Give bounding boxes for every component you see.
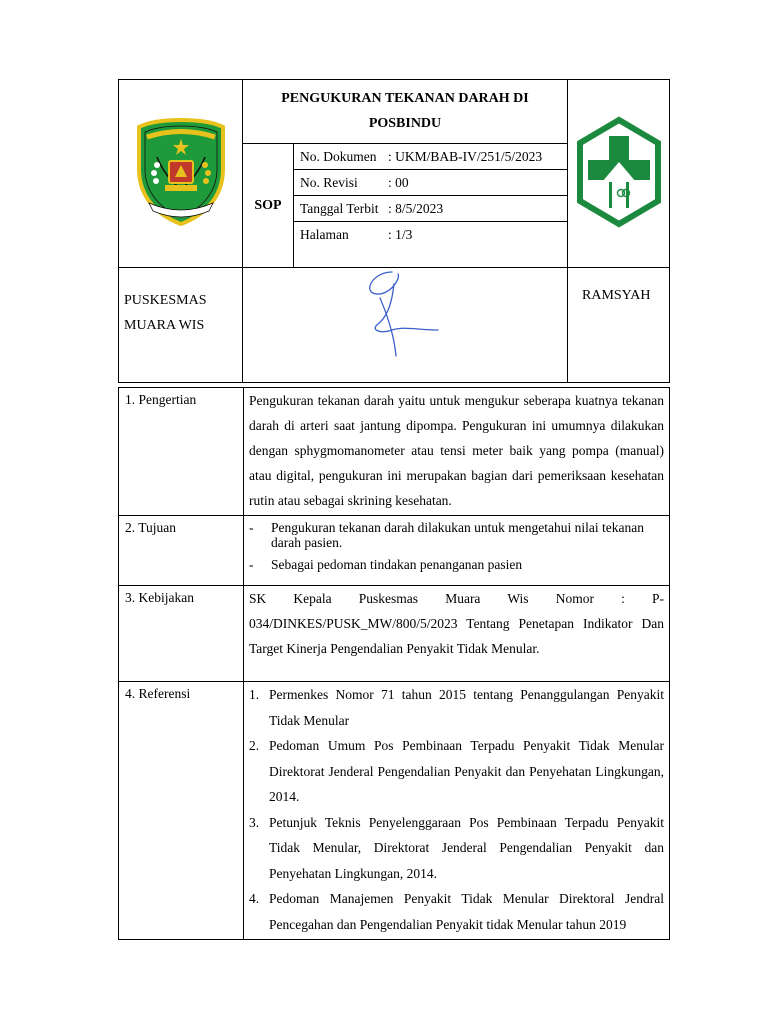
list-text: Pedoman Manajemen Penyakit Tidak Menular Direktoral Jendral Pencegahan dan Pengendalian Penyakit tidak Menular tahun 2019: [269, 891, 664, 932]
sop-label: SOP: [243, 144, 294, 267]
table-row: [119, 682, 670, 940]
section-body: [244, 516, 670, 586]
meta-value: : UKM/BAB-IV/251/5/2023: [388, 149, 543, 164]
list-item: [249, 557, 664, 572]
section-label: 4. Referensi: [119, 682, 244, 940]
list-marker: -: [249, 557, 254, 572]
left-logo-cell: [119, 80, 243, 268]
org-name-line-2: MUARA WIS: [124, 318, 205, 333]
table-row: [119, 388, 670, 516]
list-item: [249, 810, 664, 887]
list-item: [249, 520, 664, 550]
regency-crest-logo: [135, 117, 227, 227]
list-item: [249, 886, 664, 937]
meta-value: : 8/5/2023: [388, 201, 444, 216]
section-body: [244, 388, 670, 516]
meta-lines: [294, 144, 567, 267]
meta-key: Halaman: [300, 227, 349, 242]
title-line-1: PENGUKURAN TEKANAN DARAH DI: [281, 91, 529, 106]
list-marker: 1.: [249, 687, 260, 702]
document-title: [243, 80, 567, 143]
list-marker: 3.: [249, 814, 260, 830]
meta-row: [243, 143, 567, 267]
list-text: Sebagai pedoman tindakan penanganan pasien: [271, 557, 523, 572]
meta-page: [294, 222, 567, 247]
meta-value: : 1/3: [388, 227, 413, 242]
title-meta-cell: [243, 80, 568, 268]
meta-key: No. Revisi: [300, 175, 358, 190]
signature-cell: [243, 268, 568, 383]
meta-issue-date: [294, 196, 567, 222]
table-row: [119, 516, 670, 586]
list-item: [249, 682, 664, 733]
sop-header-table: [118, 79, 670, 383]
signature: [358, 268, 448, 362]
list-text: Pedoman Umum Pos Pembinaan Terpadu Penyakit Tidak Menular Direktorat Jenderal Pengendalian Penyakit dan Penyehatan Lingkungan, 2014.: [269, 738, 664, 804]
section-label: 3. Kebijakan: [119, 586, 244, 682]
list-marker: -: [249, 520, 254, 535]
sop-content-table: [118, 387, 670, 940]
list-text: Pengukuran tekanan darah dilakukan untuk mengetahui nilai tekanan darah pasien.: [271, 520, 645, 550]
meta-doc-number: [294, 144, 567, 170]
section-body: [244, 586, 670, 682]
organization-cell: [119, 268, 243, 383]
meta-key: Tanggal Terbit: [300, 201, 379, 216]
list-text: Petunjuk Teknis Penyelenggaraan Pos Pembinaan Terpadu Penyakit Tidak Menular, Direktorat Jenderal Pengendalian Penyakit dan Penyehatan Lingkungan, 2014.: [269, 814, 664, 881]
list-marker: 4.: [249, 891, 260, 906]
table-row: [119, 586, 670, 682]
title-line-2: POSBINDU: [368, 116, 442, 131]
section-label: 2. Tujuan: [119, 516, 244, 586]
section-label: 1. Pengertian: [119, 388, 244, 516]
meta-revision: [294, 170, 567, 196]
signer-cell: RAMSYAH: [568, 268, 670, 383]
meta-key: No. Dokumen: [300, 149, 377, 164]
list-marker: 2.: [249, 738, 260, 753]
list-text: Permenkes Nomor 71 tahun 2015 tentang Penanggulangan Penyakit Tidak Menular: [269, 687, 664, 728]
right-logo-cell: [568, 80, 670, 268]
section-body: [244, 682, 670, 940]
list-item: [249, 733, 664, 810]
org-name-line-1: PUSKESMAS: [124, 293, 207, 308]
policy-text: SK Kepala Puskesmas Muara Wis Nomor : P-034/DINKES/PUSK_MW/800/5/2023 Tentang Penetapan Indikator Dan Target Kinerja Pengendalian Penyakit Tidak Menular.: [249, 591, 664, 656]
puskesmas-logo: [576, 116, 662, 228]
meta-value: : 00: [388, 175, 409, 190]
definition-text: Pengukuran tekanan darah yaitu untuk mengukur seberapa kuatnya tekanan darah di arteri saat jantung dipompa. Pengukuran ini umumnya dilakukan dengan sphygmomanometer atau tensi meter baik yang pompa (manual) atau digital, pengukuran ini merupakan bagian dari pemeriksaan kesehatan rutin atau sebagai skrining kesehatan.: [249, 393, 664, 508]
